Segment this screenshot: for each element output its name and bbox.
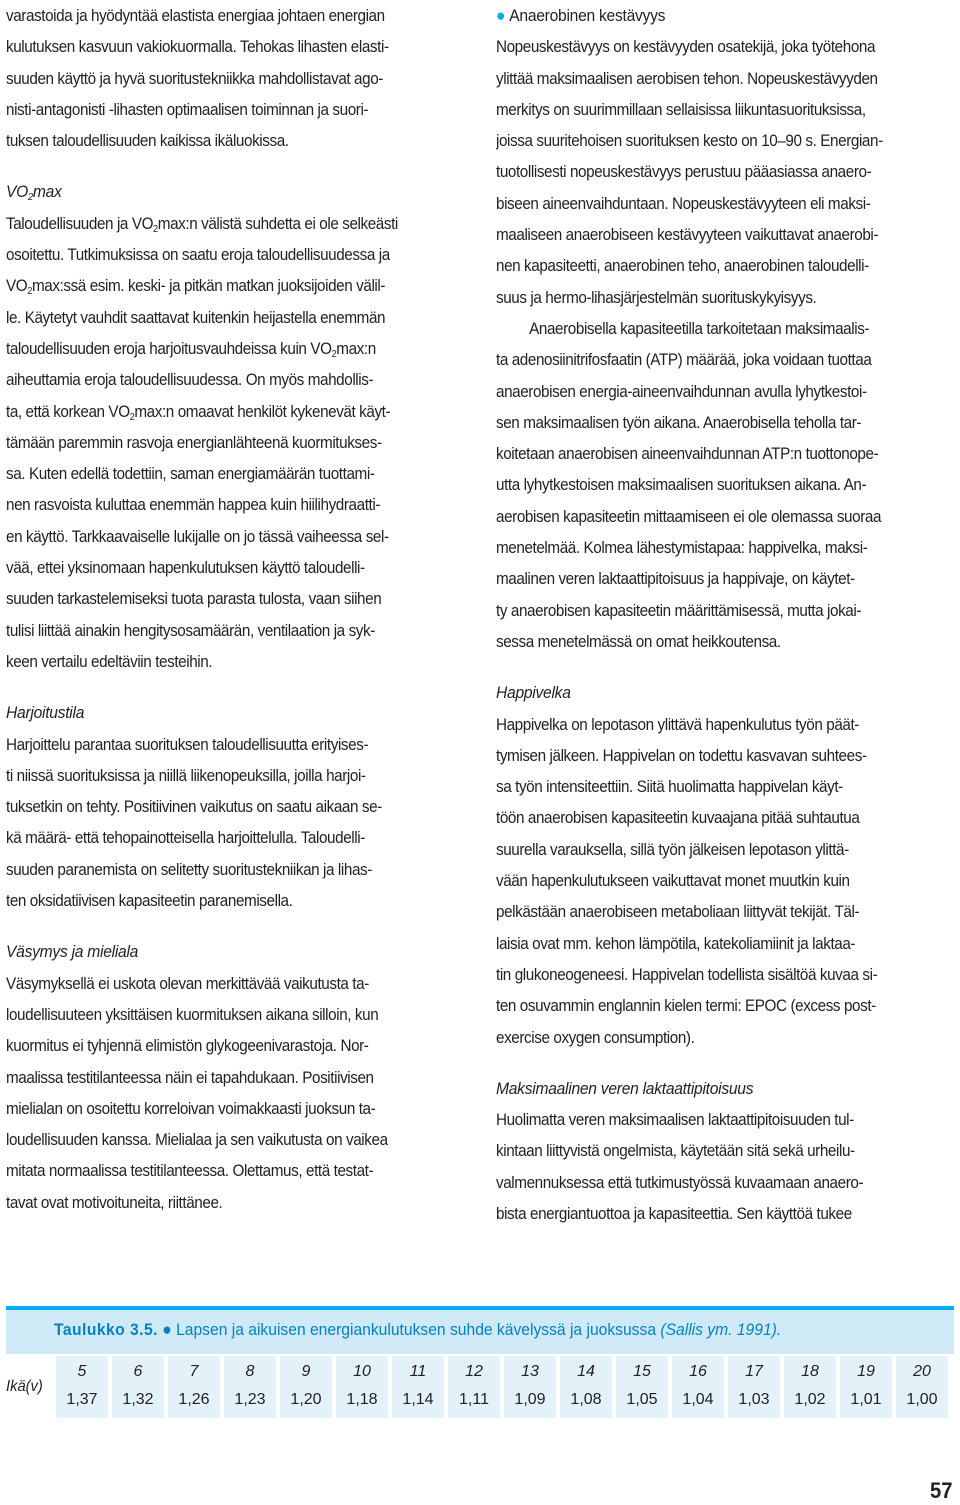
ratio-value: 1,11 [459,1391,489,1408]
age-value: 10 [353,1363,371,1380]
text-line: tuksen taloudellisuuden kaikissa ikäluokissa. [6,131,289,151]
text-line: mitata normaalissa testitilanteessa. Olettamus, että testat- [6,1161,374,1181]
text-line: aerobisen kapasiteetin mittaamiseen ei ole olemassa suoraa [496,506,882,526]
text-line: laisia ovat mm. kehon lämpötila, katekoliamiinit ja laktaa- [496,933,856,953]
line-text: taloudellisuuden eroja harjoitusvauhdeissa kuin VO [6,338,332,358]
age-value: 6 [133,1363,143,1380]
table-cell [784,1356,836,1418]
line-text: osoitettu. Tutkimuksissa on saatu eroja taloudellisuudessa ja [6,245,390,265]
table-cell [448,1356,500,1418]
line-text: VO [6,276,28,296]
text-line: suus ja hermo-lihasjärjestelmän suorituskykyisyys. [496,287,817,307]
text-line [6,458,464,489]
text-line [6,396,464,427]
spacer [6,156,464,176]
text-line [6,583,464,614]
table-title [54,1320,781,1340]
text-line: biseen aineenvaihduntaan. Nopeuskestävyyteen eli maksi- [496,193,871,213]
age-value: 7 [189,1363,199,1380]
ratio-value: 1,01 [850,1391,882,1408]
text-line: maaliseen anaerobiseen kestävyyteen vaikuttavat anaerobi- [496,225,879,245]
text-line: ti niissä suorituksissa ja niillä liikenopeuksilla, joilla harjoi- [6,765,366,785]
table-number: Taulukko 3.5. [54,1320,158,1339]
harjoitustila-paragraph [6,729,464,917]
text-line: merkitys on suurimmillaan sellaisissa liikuntasuorituksissa, [496,99,866,119]
ratio-value: 1,37 [66,1391,98,1408]
subscript: 2 [331,348,337,360]
ratio-value: 1,00 [906,1391,938,1408]
table-caption: Lapsen ja aikuisen energiankulutuksen suhde kävelyssä ja juoksussa [176,1320,657,1339]
subscript: 2 [27,286,32,298]
age-value: 12 [465,1363,483,1380]
text-line: Happivelka on lepotason ylittävä hapenkulutus työn päät- [496,714,859,734]
page-number: 57 [929,1478,952,1503]
heading-text: max [32,182,62,202]
line-text: aiheuttamia eroja taloudellisuudessa. On myös mahdollis- [6,370,374,390]
text-line [6,427,464,458]
line-text: suuden tarkastelemiseksi tuota parasta tulosta, vaan siihen [6,589,382,609]
table-cell [336,1356,388,1418]
table-cell [616,1356,668,1418]
laktaatti-heading: Maksimaalinen veren laktaattipitoisuus [496,1078,754,1098]
text-line: loudellisuuden kanssa. Mielialaa ja sen vaikutusta on vaikea [6,1130,388,1150]
text-line: vään hapenkulutukseen vaikuttavat monet muutkin kuin [496,871,850,891]
table-cell [392,1356,444,1418]
age-value: 20 [913,1363,931,1380]
text-line: tymisen jälkeen. Happivelan on todettu kasvavan suhtees- [496,745,867,765]
bullet-icon: ● [496,6,506,25]
text-line: kuormitus ei tyhjennä elimistön glykogeenivarastoja. Nor- [6,1036,369,1056]
text-line: suuden käyttö ja hyvä suoritustekniikka mahdollistavat ago- [6,68,383,88]
text-line: tavat ovat motivoituneita, riittänee. [6,1192,223,1212]
text-line: tuotollisesti nopeuskestävyys perustuu pääasiassa anaero- [496,162,872,182]
happivelka-heading: Happivelka [496,683,571,703]
line-text: max:n [336,338,376,358]
text-line: exercise oxygen consumption). [496,1027,695,1047]
age-value: 17 [745,1363,763,1380]
text-line: koitetaan anaerobisen aineenvaihdunnan ATP:n tuottonope- [496,444,879,464]
vo2max-heading [6,176,427,207]
line-text: le. Käytetyt vauhdit saattavat kuitenkin heijastella enemmän [6,307,386,327]
anaerobinen-heading [496,0,916,31]
harjoitustila-heading: Harjoitustila [6,703,85,723]
text-line: nisti-antagonisti -lihasten optimaalisen toiminnan ja suori- [6,99,369,119]
subscript: 2 [129,411,135,423]
ratio-value: 1,05 [626,1391,658,1408]
table-row-label: Ikä(v) [6,1378,43,1395]
text-line: suuden paranemista on selitetty suoritustekniikan ja lihas- [6,859,372,879]
bullet-icon: ● [162,1320,172,1339]
line-text: max:ssä esim. keski- ja pitkän matkan juoksijoiden välil- [31,276,386,296]
text-line: valmennuksessa että tutkimustyössä kuvaamaan anaero- [496,1172,864,1192]
text-line: anaerobisen energia-aineenvaihdunnan avulla lyhytkestoi- [496,381,867,401]
line-text: ta, että korkean VO [6,401,130,421]
line-text: sa. Kuten edellä todettiin, saman energiamäärän tuottami- [6,464,375,484]
text-line [6,333,464,364]
text-line: ylittää maksimaalisen aerobisen tehon. Nopeuskestävyyden [496,68,878,88]
text-line: ten osuvammin englannin kielen termi: EPOC (excess post- [496,996,876,1016]
text-line: tuksetkin on tehty. Positiivinen vaikutus on saatu aikaan se- [6,797,382,817]
text-line [6,521,464,552]
text-line: Huolimatta veren maksimaalisen laktaattipitoisuuden tul- [496,1110,854,1130]
ratio-value: 1,14 [402,1391,434,1408]
text-line: maalissa testitilanteessa näin ei tapahdukaan. Positiivisen [6,1067,374,1087]
table-cell [672,1356,724,1418]
text-line: Nopeuskestävyys on kestävyyden osatekijä, joka työtehona [496,37,876,57]
text-line [6,615,464,646]
line-text: tämään paremmin rasvoja energianlähteenä kuormitukses- [6,432,382,452]
spacer [496,657,952,677]
line-text: tulisi liittää ainakin hengitysosamäärän, ventilaation ja syk- [6,620,375,640]
text-line: pelkästään anaerobiseen metaboliaan liittyvät tekijät. Täl- [496,902,860,922]
text-line: loudellisuuteen yksittäisen kuormituksen aikana silloin, kun [6,1004,379,1024]
subscript: 2 [153,223,158,235]
text-line: ta adenosiinitrifosfaatin (ATP) määrää, joka voidaan tuottaa [496,350,872,370]
text-line: menetelmää. Kolmea lähestymistapaa: happivelka, maksi- [496,538,868,558]
text-line: ty anaerobisen kapasiteetin määrittämisessä, mutta jokai- [496,600,862,620]
text-line: ten oksidatiivisen kapasiteetin paranemisella. [6,891,293,911]
heading-text: VO [6,182,29,202]
anaerobinen-paragraph-2 [496,313,952,657]
text-line [6,208,464,239]
age-value: 11 [409,1363,427,1380]
table-citation: (Sallis ym. 1991). [660,1320,782,1339]
ratio-value: 1,20 [290,1391,322,1408]
text-line [6,646,464,677]
ratio-value: 1,04 [682,1391,714,1408]
text-line: bista energiantuottoa ja kapasiteettia. Sen käyttöä tukee [496,1203,852,1223]
vasymys-paragraph [6,968,464,1218]
line-text: en käyttö. Tarkkaavaiselle lukijalle on jo tässä vaiheessa sel- [6,526,389,546]
ratio-value: 1,03 [738,1391,770,1408]
ratio-value: 1,18 [346,1391,378,1408]
line-text: keen vertailu edeltäviin testeihin. [6,651,213,671]
table-cell [840,1356,892,1418]
table-cell [560,1356,612,1418]
left-column [6,0,464,1218]
ratio-value: 1,09 [514,1391,546,1408]
table-cell [728,1356,780,1418]
text-line [6,489,464,520]
age-value: 9 [301,1363,311,1380]
age-value: 8 [245,1363,255,1380]
age-value: 15 [633,1363,651,1380]
text-line: töön anaerobisen kapasiteetin kuvaajana pitää suhtautua [496,808,860,828]
spacer [496,1053,952,1073]
spacer [6,916,464,936]
heading-subscript: 2 [28,192,33,204]
text-line: maalinen veren laktaattipitoisuus ja happivaje, on käytet- [496,569,855,589]
table-cell [56,1356,108,1418]
text-line: sa työn intensiteettiin. Siitä huolimatta happivelan käyt- [496,777,843,797]
anaerobinen-paragraph [496,31,952,313]
text-line: sessa menetelmässä on omat heikkoutensa. [496,631,781,651]
vasymys-heading: Väsymys ja mieliala [6,942,139,962]
ratio-value: 1,02 [794,1391,826,1408]
text-line [6,302,464,333]
table-cell [280,1356,332,1418]
age-value: 14 [577,1363,595,1380]
text-line: Väsymyksellä ei uskota olevan merkittävää vaikutusta ta- [6,973,369,993]
right-column [496,0,952,1229]
text-line [6,239,464,270]
text-line: kulutuksen kasvuun vakiokuormalla. Tehokas lihasten elasti- [6,37,389,57]
text-line [6,552,464,583]
table-cell [112,1356,164,1418]
ratio-value: 1,32 [122,1391,154,1408]
table-body [6,1356,954,1418]
line-text: vää, ettei yksinomaan hapenkulutuksen käyttö taloudelli- [6,558,365,578]
intro-paragraph [6,0,464,156]
text-line: suurella varauksella, sillä työn jälkeisen lepotason ylittä- [496,839,849,859]
age-value: 13 [521,1363,539,1380]
table-cell [896,1356,948,1418]
age-value: 5 [77,1363,87,1380]
age-value: 16 [689,1363,707,1380]
age-value: 19 [857,1363,875,1380]
ratio-value: 1,23 [234,1391,266,1408]
text-line: kä määrä- että tehopainotteisella harjoittelulla. Taloudelli- [6,828,365,848]
heading-text: Anaerobinen kestävyys [509,6,666,25]
line-text: nen rasvoista kuluttaa enemmän happea kuin hiilihydraatti- [6,495,380,515]
text-line: nen kapasiteetti, anaerobinen teho, anaerobinen taloudelli- [496,256,869,276]
line-text: max:n omaavat henkilöt kykenevät käyt- [134,401,391,421]
text-line: mielialan on osoitettu korreloivan voimakkaasti juoksun ta- [6,1098,376,1118]
ratio-value: 1,08 [570,1391,602,1408]
line-text: Taloudellisuuden ja VO [6,213,154,233]
table-cell [504,1356,556,1418]
text-line: varastoida ja hyödyntää elastista energiaa johtaen energian [6,6,385,25]
line-text: max:n välistä suhdetta ei ole selkeästi [157,213,398,233]
text-line [6,364,464,395]
text-line: Harjoittelu parantaa suorituksen taloudellisuutta erityises- [6,734,369,754]
age-value: 18 [801,1363,819,1380]
text-line: utta lyhytkestoisen maksimaalisen suorituksen aikana. An- [496,475,867,495]
table-cell [168,1356,220,1418]
happivelka-paragraph [496,709,952,1053]
text-line: sen maksimaalisen työn aikana. Anaerobisella teholla tar- [496,412,862,432]
text-line: Anaerobisella kapasiteetilla tarkoitetaan maksimaalis- [529,318,870,338]
text-line: joissa suuritehoisen suorituksen kesto on 10–90 s. Energian- [496,131,883,151]
text-line: tin glukoneogeneesi. Happivelan todellista sisältöä kuvaa si- [496,964,878,984]
vo2max-paragraph [6,208,464,677]
text-line [6,270,464,301]
table-title-band [6,1306,954,1354]
table-cell [224,1356,276,1418]
spacer [6,677,464,697]
ratio-value: 1,26 [178,1391,210,1408]
text-line: kintaan liittyvistä ongelmista, käytetään sitä sekä urheilu- [496,1141,855,1161]
laktaatti-paragraph [496,1104,952,1229]
